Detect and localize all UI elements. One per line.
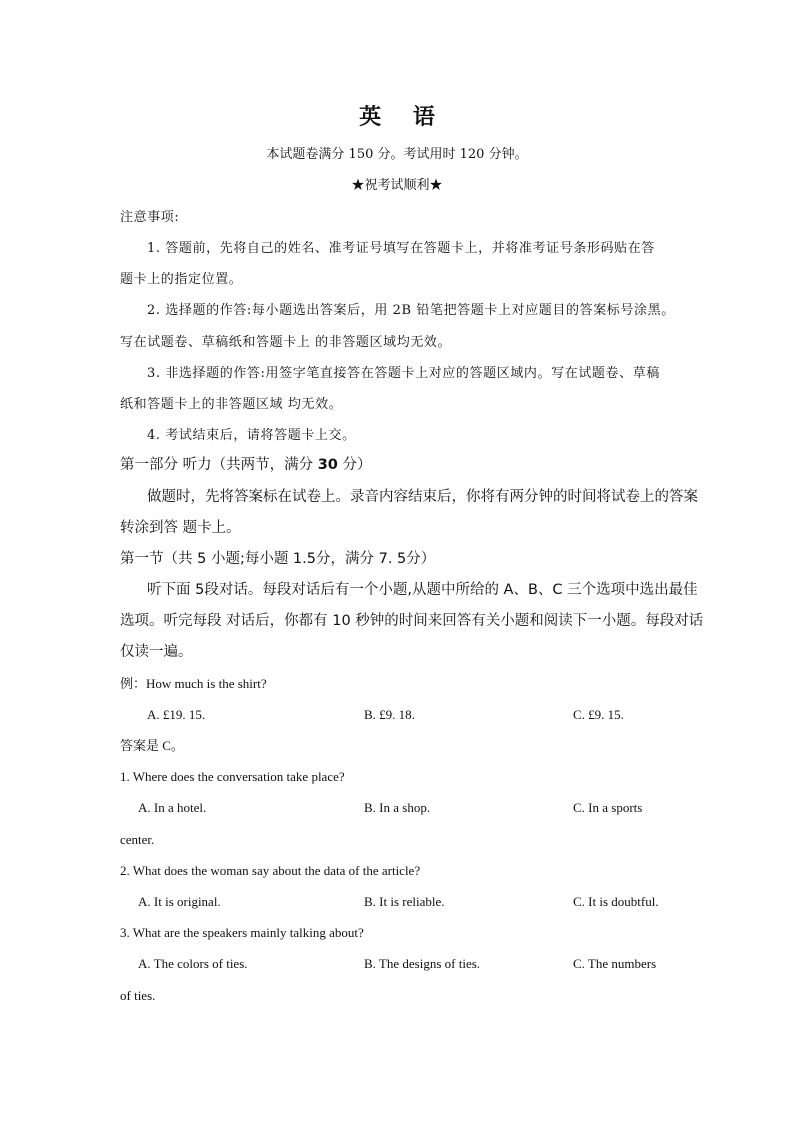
question-3-option-b: B. The designs of ties. [364, 956, 481, 971]
notice-heading: 注意事项: [120, 210, 180, 225]
example-option-b: B. £9. 18. [364, 707, 415, 722]
example-option-c: C. £9. 15. [573, 707, 624, 722]
section1-instruction-line-2: 选项。听完每段 对话后，你都有 10 秒钟的时间来回答有关小题和阅读下一小题。每段对话 [120, 613, 704, 629]
question-3-stem: 3. What are the speakers mainly talking about? [120, 925, 364, 940]
question-1-option-c-wrap: center. [120, 832, 155, 847]
section1-instruction-line-1: 听下面 5段对话。每段对话后有一个小题,从题中所给的 A、B、C 三个选项中选出最佳 [147, 582, 698, 598]
section1-heading: 第一节（共 5 小题;每小题 1.5分，满分 7. 5分） [120, 551, 436, 567]
page-title: 英 语 [359, 104, 447, 130]
example-answer: 答案是 C。 [120, 738, 184, 753]
notice-item-3-line-1: 3. 非选择题的作答:用签字笔直接答在答题卡上对应的答题区域内。写在试题卷、草稿 [147, 366, 660, 381]
notice-item-2-line-1: 2. 选择题的作答:每小题选出答案后，用 2B 铅笔把答题卡上对应题目的答案标号涂黑。 [147, 303, 675, 318]
part1-instruction-line-2: 转涂到答 题卡上。 [120, 520, 241, 536]
notice-item-1-line-2: 题卡上的指定位置。 [120, 272, 243, 287]
question-2-option-b: B. It is reliable. [364, 894, 445, 909]
question-2-stem: 2. What does the woman say about the data of the article? [120, 863, 421, 878]
good-luck-wish: ★祝考试顺利★ [351, 178, 443, 193]
exam-info: 本试题卷满分 150 分。考试用时 120 分钟。 [266, 147, 528, 162]
question-3-option-c-wrap: of ties. [120, 988, 156, 1003]
question-1-stem: 1. Where does the conversation take place? [120, 769, 345, 784]
notice-item-1-line-1: 1. 答题前，先将自己的姓名、准考证号填写在答题卡上，并将准考证号条形码贴在答 [147, 241, 655, 256]
question-1-option-c: C. In a sports [573, 800, 643, 815]
question-2-option-a: A. It is original. [138, 894, 221, 909]
example-prompt: 例：How much is the shirt? [120, 676, 267, 691]
section1-instruction-line-3: 仅读一遍。 [120, 644, 193, 660]
question-3-option-c: C. The numbers [573, 956, 657, 971]
part1-heading: 第一部分 听力（共两节，满分 30 分） [120, 457, 372, 473]
notice-item-4: 4. 考试结束后，请将答题卡上交。 [147, 428, 356, 443]
question-1-option-b: B. In a shop. [364, 800, 431, 815]
question-1-option-a: A. In a hotel. [138, 800, 207, 815]
notice-item-3-line-2: 纸和答题卡上的非答题区域 均无效。 [120, 397, 343, 412]
question-2-option-c: C. It is doubtful. [573, 894, 659, 909]
part1-instruction-line-1: 做题时，先将答案标在试卷上。录音内容结束后，你将有两分钟的时间将试卷上的答案 [147, 489, 698, 505]
example-option-a: A. £19. 15. [147, 707, 206, 722]
notice-item-2-line-2: 写在试题卷、草稿纸和答题卡上 的非答题区域均无效。 [120, 335, 452, 350]
question-3-option-a: A. The colors of ties. [138, 956, 248, 971]
